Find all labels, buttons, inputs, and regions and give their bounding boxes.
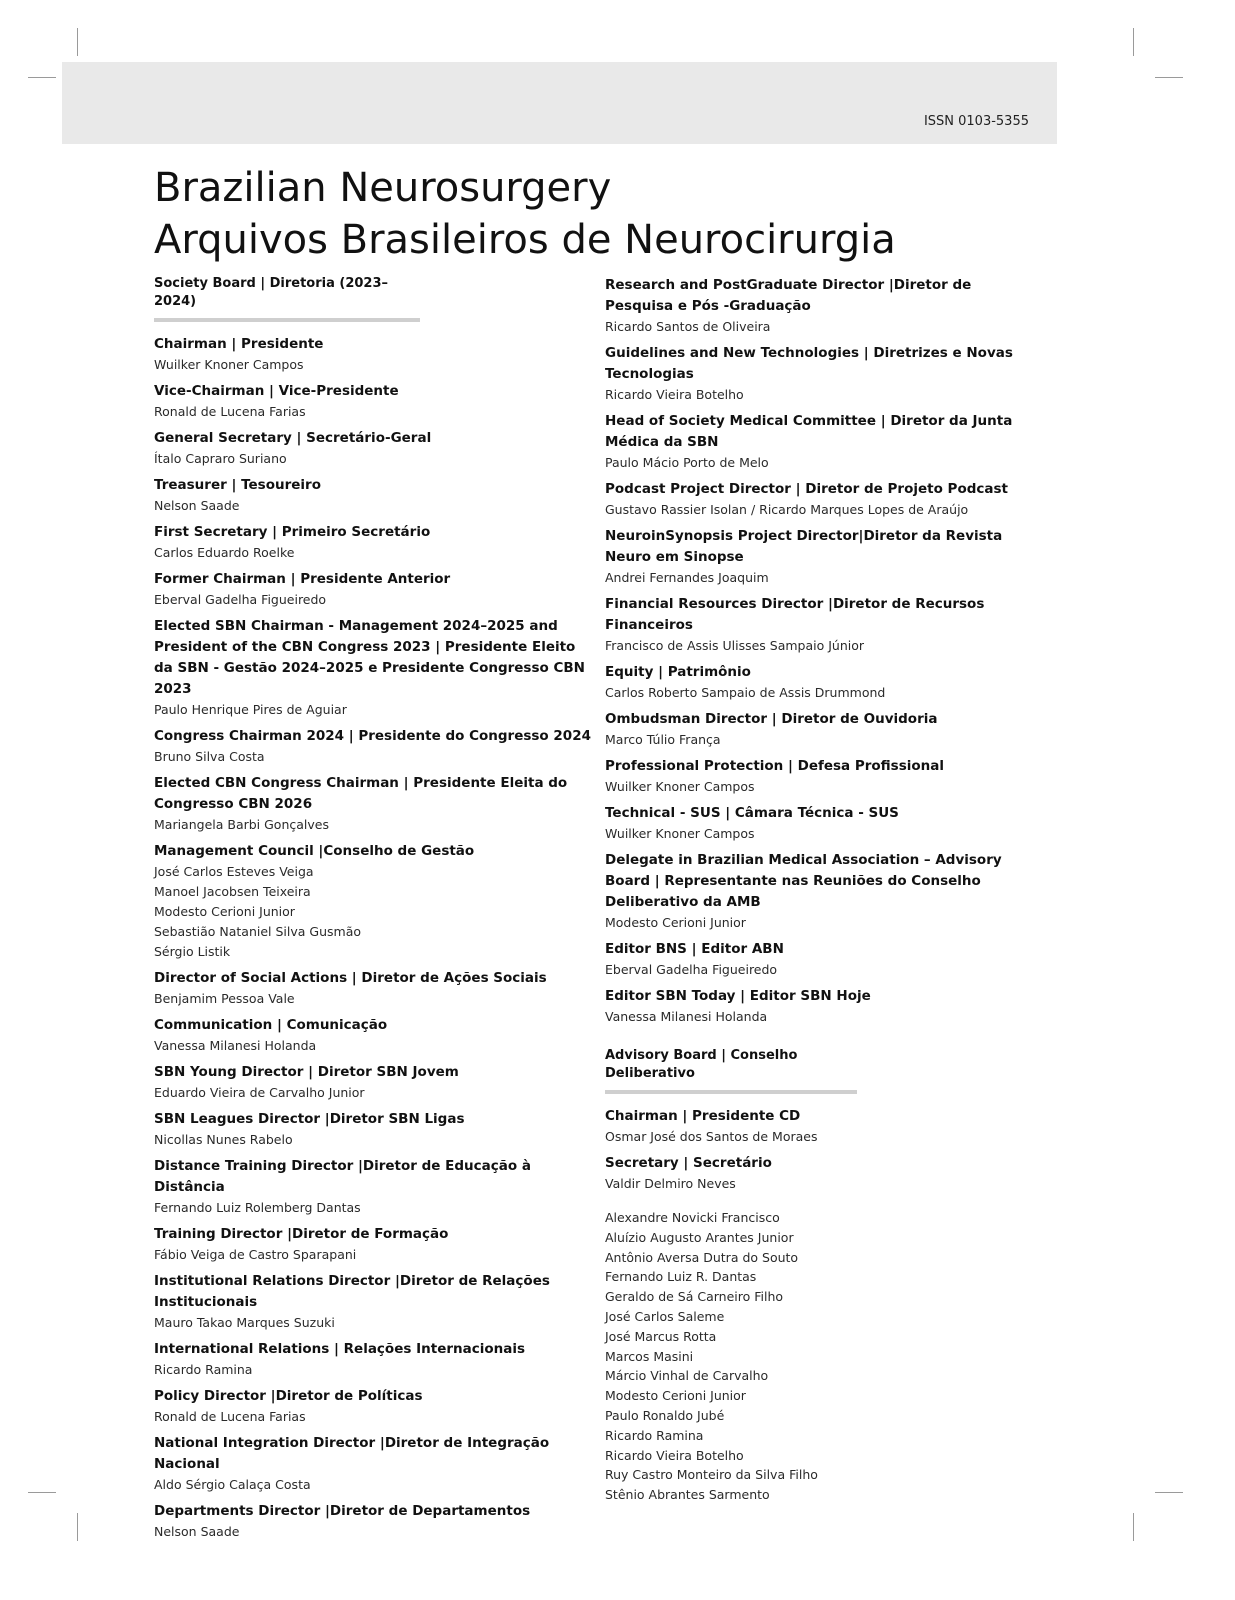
board-entry	[154, 773, 594, 835]
role-title: Ombudsman Director | Diretor de Ouvidoria	[605, 711, 938, 727]
role-title: Departments Director |Diretor de Departamentos	[154, 1503, 531, 1519]
member-name: Carlos Eduardo Roelke	[154, 545, 295, 560]
board-entry	[605, 594, 1035, 656]
right-column	[605, 275, 1035, 1505]
board-entry	[605, 343, 1035, 405]
member-name: Sérgio Listik	[154, 944, 231, 959]
board-entry	[605, 1153, 1035, 1194]
crop-mark	[28, 77, 56, 78]
role-title: Chairman | Presidente CD	[605, 1108, 801, 1124]
advisory-board-members	[605, 1208, 1035, 1505]
advisory-member-name: Ruy Castro Monteiro da Silva Filho	[605, 1467, 818, 1483]
role-title: Former Chairman | Presidente Anterior	[154, 571, 451, 587]
board-entry	[605, 803, 1035, 844]
advisory-member-name: Alexandre Novicki Francisco	[605, 1210, 780, 1225]
advisory-member-name: Marcos Masini	[605, 1348, 694, 1364]
member-name: Eduardo Vieira de Carvalho Junior	[154, 1085, 365, 1100]
member-name: Mariangela Barbi Gonçalves	[154, 817, 329, 832]
board-entry	[605, 479, 1035, 520]
board-entry	[154, 1339, 594, 1380]
member-name: Ricardo Ramina	[154, 1362, 253, 1377]
role-title: Director of Social Actions | Diretor de Ações Sociais	[154, 970, 547, 986]
role-title: General Secretary | Secretário-Geral	[154, 430, 432, 446]
board-entry	[154, 381, 594, 422]
board-entry	[154, 334, 594, 375]
role-title: Vice-Chairman | Vice-Presidente	[154, 383, 399, 399]
board-entry	[605, 275, 1035, 337]
board-entry	[154, 726, 594, 767]
role-title: Communication | Comunicação	[154, 1017, 388, 1033]
board-entry	[154, 1062, 594, 1103]
member-name: José Carlos Esteves Veiga	[154, 864, 314, 879]
member-name: Paulo Mácio Porto de Melo	[605, 455, 769, 470]
board-entry	[605, 526, 1035, 588]
member-name: Wuilker Knoner Campos	[154, 357, 304, 372]
board-entry	[154, 1271, 594, 1333]
society-board-list-right	[605, 275, 1035, 1027]
role-title: Guidelines and New Technologies | Diretrizes e Novas Tecnologias	[605, 345, 1013, 382]
board-entry	[154, 1433, 594, 1495]
member-name: Mauro Takao Marques Suzuki	[154, 1315, 335, 1330]
advisory-member-name: Aluízio Augusto Arantes Junior	[605, 1229, 794, 1245]
role-title: International Relations | Relações Internacionais	[154, 1341, 526, 1357]
board-entry	[154, 968, 594, 1009]
role-title: Policy Director |Diretor de Políticas	[154, 1388, 423, 1404]
role-title: Elected SBN Chairman - Management 2024–2025 and President of the CBN Congress 2023 | Presidente Eleito da SBN - Gestão 2024–2025 e Presidente Congresso CBN 2023	[154, 618, 585, 697]
issn-label: ISSN 0103-5355	[923, 114, 1029, 129]
advisory-member-name: Márcio Vinhal de Carvalho	[605, 1368, 769, 1384]
role-title: Professional Protection | Defesa Profissional	[605, 758, 945, 774]
member-name: Marco Túlio França	[605, 732, 721, 747]
role-title: Delegate in Brazilian Medical Association – Advisory Board | Representante nas Reuniões do Conselho Deliberativo da AMB	[605, 852, 1002, 910]
member-name: Ítalo Capraro Suriano	[154, 451, 287, 466]
member-name: Andrei Fernandes Joaquim	[605, 570, 769, 585]
board-entry	[154, 1015, 594, 1056]
board-entry	[605, 709, 1035, 750]
member-name: Nelson Saade	[154, 1524, 240, 1539]
member-name: Nelson Saade	[154, 498, 240, 513]
member-name: Paulo Henrique Pires de Aguiar	[154, 702, 347, 717]
crop-mark	[1133, 1513, 1134, 1541]
member-name: Francisco de Assis Ulisses Sampaio Júnior	[605, 638, 865, 653]
board-entry	[154, 1224, 594, 1265]
society-board-heading: Society Board | Diretoria (2023–2024)	[154, 275, 420, 322]
board-entry	[605, 939, 1035, 980]
advisory-member-name: Ricardo Ramina	[605, 1427, 704, 1443]
role-title: SBN Leagues Director |Diretor SBN Ligas	[154, 1111, 465, 1127]
advisory-member-name: José Marcus Rotta	[605, 1328, 717, 1344]
advisory-member-name: Modesto Cerioni Junior	[605, 1388, 746, 1404]
role-title: First Secretary | Primeiro Secretário	[154, 524, 431, 540]
board-entry	[605, 850, 1035, 933]
advisory-board-officers	[605, 1106, 1035, 1194]
advisory-member-name: José Carlos Saleme	[605, 1308, 725, 1324]
member-name: Wuilker Knoner Campos	[605, 826, 755, 841]
board-entry	[605, 411, 1035, 473]
role-title: National Integration Director |Diretor de Integração Nacional	[154, 1435, 550, 1472]
role-title: Technical - SUS | Câmara Técnica - SUS	[605, 805, 899, 821]
role-title: Editor BNS | Editor ABN	[605, 941, 784, 957]
board-entry	[154, 1156, 594, 1218]
advisory-member-name: Antônio Aversa Dutra do Souto	[605, 1249, 799, 1265]
crop-mark	[1155, 1492, 1183, 1493]
crop-mark	[1155, 77, 1183, 78]
member-name: Modesto Cerioni Junior	[605, 915, 746, 930]
member-name: Fábio Veiga de Castro Sparapani	[154, 1247, 357, 1262]
board-entry	[154, 428, 594, 469]
member-name: Bruno Silva Costa	[154, 749, 265, 764]
board-entry	[154, 1386, 594, 1427]
board-entry	[605, 662, 1035, 703]
role-title: Chairman | Presidente	[154, 336, 324, 352]
journal-title-english: Brazilian Neurosurgery	[154, 165, 612, 211]
advisory-member-name: Stênio Abrantes Sarmento	[605, 1487, 770, 1503]
society-board-list-left	[154, 334, 594, 1542]
journal-title-portuguese: Arquivos Brasileiros de Neurocirurgia	[154, 217, 896, 263]
member-name: Osmar José dos Santos de Moraes	[605, 1129, 818, 1144]
board-entry	[154, 841, 594, 962]
member-name: Nicollas Nunes Rabelo	[154, 1132, 293, 1147]
journal-title	[154, 162, 896, 266]
role-title: Elected CBN Congress Chairman | Presidente Eleita do Congresso CBN 2026	[154, 775, 568, 812]
board-entry	[154, 569, 594, 610]
role-title: Podcast Project Director | Diretor de Projeto Podcast	[605, 481, 1008, 497]
role-title: NeuroinSynopsis Project Director|Diretor da Revista Neuro em Sinopse	[605, 528, 1003, 565]
board-entry	[154, 616, 594, 720]
member-name: Valdir Delmiro Neves	[605, 1176, 736, 1191]
member-name: Sebastião Nataniel Silva Gusmão	[154, 924, 362, 939]
board-entry	[605, 756, 1035, 797]
header-band	[62, 62, 1057, 144]
board-entry	[605, 986, 1035, 1027]
member-name: Gustavo Rassier Isolan / Ricardo Marques Lopes de Araújo	[605, 502, 969, 517]
member-name: Vanessa Milanesi Holanda	[154, 1038, 317, 1053]
role-title: Editor SBN Today | Editor SBN Hoje	[605, 988, 871, 1004]
role-title: Institutional Relations Director |Diretor de Relações Institucionais	[154, 1273, 550, 1310]
role-title: Congress Chairman 2024 | Presidente do Congresso 2024	[154, 728, 591, 744]
crop-mark	[77, 28, 78, 56]
role-title: Equity | Patrimônio	[605, 664, 751, 680]
board-entry	[154, 522, 594, 563]
board-entry	[154, 1501, 594, 1542]
member-name: Benjamim Pessoa Vale	[154, 991, 295, 1006]
member-name: Modesto Cerioni Junior	[154, 904, 295, 919]
advisory-member-name: Geraldo de Sá Carneiro Filho	[605, 1289, 784, 1305]
advisory-member-name: Paulo Ronaldo Jubé	[605, 1407, 725, 1423]
advisory-board-heading: Advisory Board | Conselho Deliberativo	[605, 1047, 857, 1094]
member-name: Fernando Luiz Rolemberg Dantas	[154, 1200, 361, 1215]
role-title: SBN Young Director | Diretor SBN Jovem	[154, 1064, 459, 1080]
board-entry	[605, 1106, 1035, 1147]
member-name: Ricardo Santos de Oliveira	[605, 319, 771, 334]
crop-mark	[1133, 28, 1134, 56]
role-title: Head of Society Medical Committee | Diretor da Junta Médica da SBN	[605, 413, 1013, 450]
board-entry	[154, 475, 594, 516]
role-title: Training Director |Diretor de Formação	[154, 1226, 449, 1242]
member-name: Wuilker Knoner Campos	[605, 779, 755, 794]
advisory-member-name: Ricardo Vieira Botelho	[605, 1447, 744, 1463]
crop-mark	[77, 1513, 78, 1541]
member-name: Ronald de Lucena Farias	[154, 1409, 306, 1424]
member-name: Aldo Sérgio Calaça Costa	[154, 1477, 311, 1492]
left-column	[154, 275, 594, 1548]
role-title: Distance Training Director |Diretor de Educação à Distância	[154, 1158, 531, 1195]
member-name: Manoel Jacobsen Teixeira	[154, 884, 311, 899]
board-entry	[154, 1109, 594, 1150]
role-title: Management Council |Conselho de Gestão	[154, 843, 475, 859]
role-title: Secretary | Secretário	[605, 1155, 772, 1171]
role-title: Treasurer | Tesoureiro	[154, 477, 321, 493]
crop-mark	[28, 1492, 56, 1493]
role-title: Financial Resources Director |Diretor de Recursos Financeiros	[605, 596, 985, 633]
member-name: Ronald de Lucena Farias	[154, 404, 306, 419]
member-name: Vanessa Milanesi Holanda	[605, 1009, 768, 1024]
member-name: Eberval Gadelha Figueiredo	[605, 962, 778, 977]
role-title: Research and PostGraduate Director |Diretor de Pesquisa e Pós -Graduação	[605, 277, 972, 314]
advisory-member-name: Fernando Luiz R. Dantas	[605, 1269, 757, 1285]
member-name: Carlos Roberto Sampaio de Assis Drummond	[605, 685, 886, 700]
member-name: Eberval Gadelha Figueiredo	[154, 592, 327, 607]
member-name: Ricardo Vieira Botelho	[605, 387, 744, 402]
